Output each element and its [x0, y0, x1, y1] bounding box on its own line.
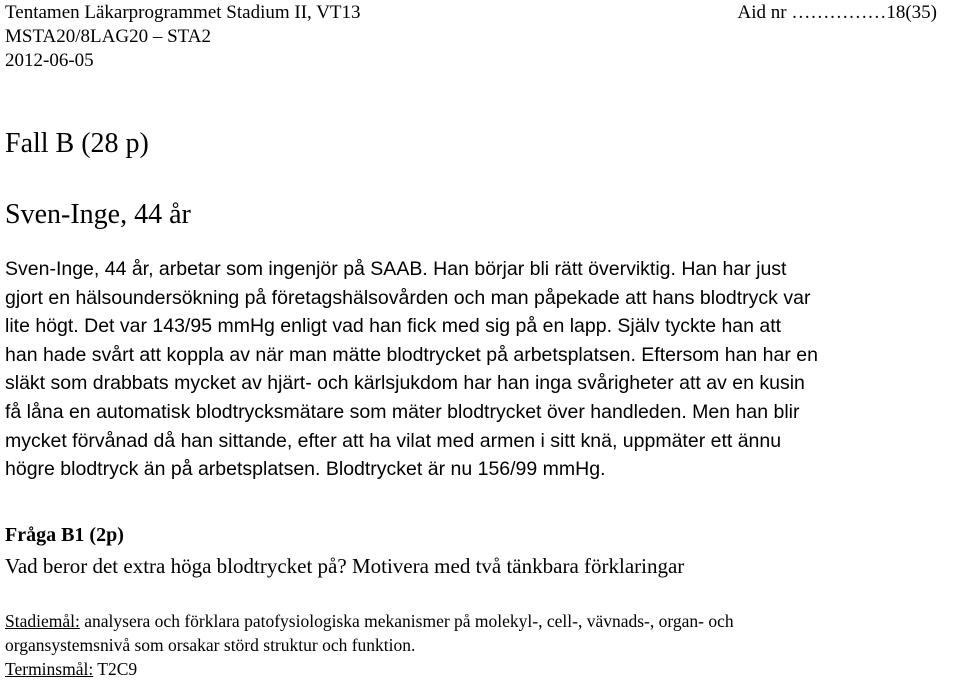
case-text-line: Sven-Inge, 44 år, arbetar som ingenjör på SAAB. Han börjar bli rätt överviktig. Han har just — [5, 258, 787, 280]
case-description — [5, 255, 953, 484]
case-text-line: släkt som drabbats mycket av hjärt- och kärlsjukdom har han inga svårigheter att av en kusin — [5, 372, 805, 395]
case-text-line: få låna en automatisk blodtrycksmätare som mäter blodtrycket över handleden. Men han blir — [5, 400, 800, 423]
question-title: Fråga B1 (2p) — [5, 524, 124, 546]
term-goal-label: Terminsmål: — [5, 659, 94, 679]
question-text: Vad beror det extra höga blodtrycket på? Motivera med två tänkbara förklaringar — [5, 554, 685, 578]
case-text-line: han hade svårt att koppla av när man mätte blodtrycket på arbetsplatsen. Eftersom han har en — [5, 343, 818, 366]
term-goal-text: T2C9 — [93, 659, 138, 679]
aid-number: Aid nr ……………18(35) — [737, 2, 937, 23]
stage-goal-line — [5, 609, 953, 633]
stage-goal-label: Stadiemål: — [5, 611, 80, 631]
stage-goal-text-continued: organsystemsnivå som orsakar störd struktur och funktion. — [5, 635, 416, 655]
case-text-line: lite högt. Det var 143/95 mmHg enligt vad han fick med sig på en lapp. Själv tyckte han att — [5, 315, 782, 338]
case-text-line: mycket förvånad då han sittande, efter att ha vilat med armen i sitt knä, uppmäter ett ännu — [5, 429, 782, 452]
stage-goal-text: analysera och förklara patofysiologiska mekanismer på molekyl-, cell-, vävnads-, organ- och — [79, 611, 734, 631]
learning-goals — [5, 609, 953, 681]
patient-title: Sven-Inge, 44 år — [5, 199, 191, 230]
term-goal-line — [5, 657, 953, 681]
case-title: Fall B (28 p) — [5, 128, 149, 159]
exam-date: 2012-06-05 — [5, 50, 94, 71]
case-text-line: högre blodtryck än på arbetsplatsen. Blodtrycket är nu 156/99 mmHg. — [5, 458, 606, 481]
case-text-line: gjort en hälsoundersökning på företagshälsovården och man påpekade att hans blodtryck var — [5, 286, 811, 309]
exam-course-code: MSTA20/8LAG20 – STA2 — [5, 26, 211, 47]
exam-course-title: Tentamen Läkarprogrammet Stadium II, VT13 — [5, 2, 361, 23]
